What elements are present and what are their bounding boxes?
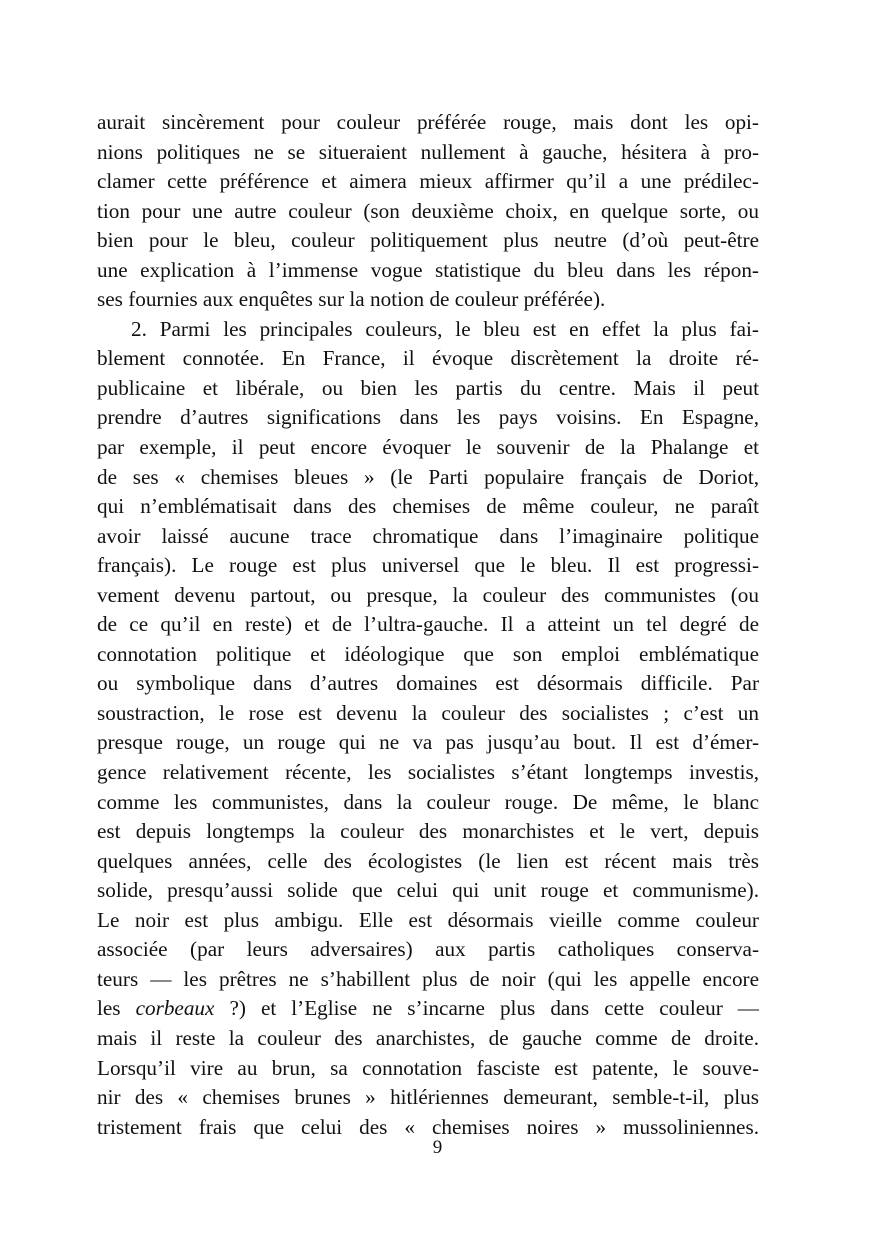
- text-line: aurait sincèrement pour couleur préférée rouge, mais dont les opi-: [97, 110, 759, 134]
- body-text: [97, 108, 759, 1142]
- text-line: français). Le rouge est plus universel que le bleu. Il est progressi-: [97, 553, 759, 578]
- text-line: publicaine et libérale, ou bien les partis du centre. Mais il peut: [97, 375, 759, 400]
- paragraph-2: [97, 315, 759, 1142]
- text-line: nions politiques ne se situeraient nullement à gauche, hésitera à pro-: [97, 139, 759, 164]
- text-line: qui n’emblématisait dans des chemises de même couleur, ne paraît: [97, 494, 759, 519]
- italic-word: corbeaux: [135, 996, 215, 1021]
- text-line: Le noir est plus ambigu. Elle est désormais vieille comme couleur: [97, 907, 759, 932]
- text-line: soustraction, le rose est devenu la couleur des socialistes ; c’est un: [97, 700, 759, 725]
- text-line-corbeaux: [97, 994, 759, 1024]
- text-line: 2. Parmi les principales couleurs, le bleu est en effet la plus fai-: [131, 316, 759, 341]
- text-line: teurs — les prêtres ne s’habillent plus de noir (qui les appelle encore: [97, 966, 759, 991]
- text-line: de ce qu’il en reste) et de l’ultra-gauche. Il a atteint un tel degré de: [97, 612, 759, 637]
- text-line: presque rouge, un rouge qui ne va pas jusqu’au bout. Il est d’émer-: [97, 730, 759, 755]
- text-line: une explication à l’immense vogue statistique du bleu dans les répon-: [97, 257, 759, 282]
- text-line: nir des « chemises brunes » hitlériennes demeurant, semble-t-il, plus: [97, 1085, 759, 1110]
- text-line: blement connotée. En France, il évoque discrètement la droite ré-: [97, 346, 759, 371]
- text-line: tristement frais que celui des « chemises noires » mussoliniennes.: [97, 1114, 759, 1139]
- text-line: par exemple, il peut encore évoquer le souvenir de la Phalange et: [97, 435, 759, 460]
- text-line: mais il reste la couleur des anarchistes, de gauche comme de droite.: [97, 1025, 759, 1050]
- text-line: solide, presqu’aussi solide que celui qui unit rouge et communisme).: [97, 878, 759, 903]
- text-segment: ?) et l’Eglise ne s’incarne plus dans cette couleur —: [214, 996, 759, 1021]
- page-number: 9: [432, 1137, 443, 1158]
- text-line: associée (par leurs adversaires) aux partis catholiques conserva-: [97, 937, 759, 962]
- text-line: tion pour une autre couleur (son deuxième choix, en quelque sorte, ou: [97, 198, 759, 223]
- text-line: Lorsqu’il vire au brun, sa connotation fasciste est patente, le souve-: [97, 1055, 759, 1080]
- text-line: bien pour le bleu, couleur politiquement plus neutre (d’où peut-être: [97, 228, 759, 253]
- text-line: clamer cette préférence et aimera mieux affirmer qu’il a une prédilec-: [97, 169, 759, 194]
- text-segment: les: [97, 996, 136, 1021]
- paragraph-1: [97, 108, 759, 315]
- text-line: quelques années, celle des écologistes (le lien est récent mais très: [97, 848, 759, 873]
- text-line: est depuis longtemps la couleur des monarchistes et le vert, depuis: [97, 819, 759, 844]
- text-line: ou symbolique dans d’autres domaines est désormais difficile. Par: [97, 671, 759, 696]
- text-line: gence relativement récente, les socialistes s’étant longtemps investis,: [97, 760, 759, 785]
- text-line: vement devenu partout, ou presque, la couleur des communistes (ou: [97, 582, 759, 607]
- text-line: avoir laissé aucune trace chromatique dans l’imaginaire politique: [97, 523, 759, 548]
- text-line: comme les communistes, dans la couleur rouge. De même, le blanc: [97, 789, 759, 814]
- text-line: ses fournies aux enquêtes sur la notion de couleur préférée).: [97, 287, 606, 312]
- text-line: connotation politique et idéologique que son emploi emblématique: [97, 641, 759, 666]
- text-line: de ses « chemises bleues » (le Parti populaire français de Doriot,: [97, 464, 759, 489]
- text-line: prendre d’autres significations dans les pays voisins. En Espagne,: [97, 405, 759, 430]
